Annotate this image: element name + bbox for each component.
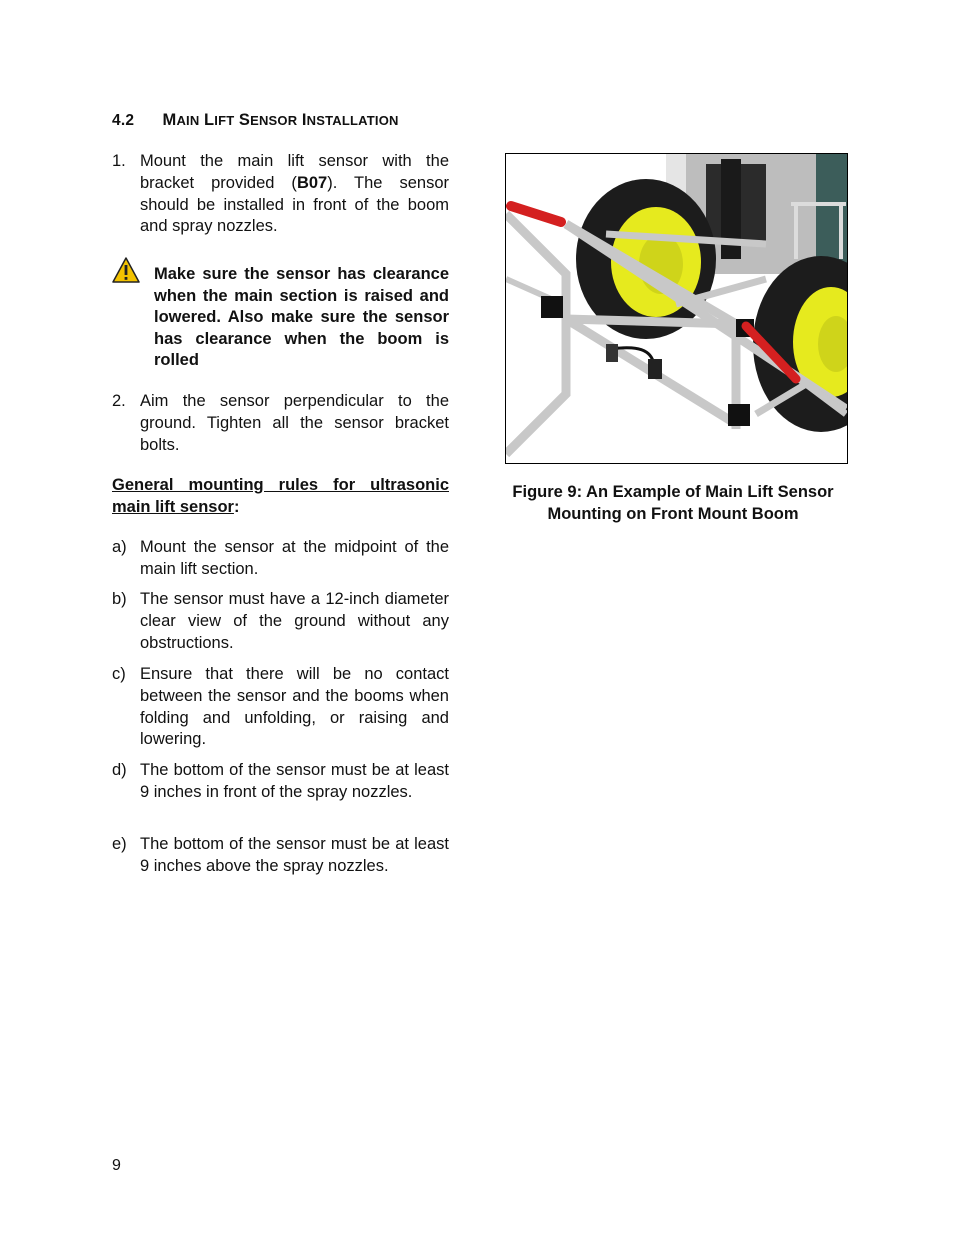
- rule-text: Ensure that there will be no contact between the sensor and the booms when folding and unfolding, or raising and lowering.: [140, 665, 449, 749]
- step-text: Aim the sensor perpendicular to the ground. Tighten all the sensor bracket bolts.: [140, 392, 449, 454]
- rule-item-d: d) The bottom of the sensor must be at least 9 inches in front of the spray nozzles.: [112, 760, 449, 804]
- rule-text: The sensor must have a 12-inch diameter clear view of the ground without any obstructions.: [140, 590, 449, 652]
- page-number: 9: [112, 1157, 121, 1174]
- section-number: 4.2: [112, 112, 135, 129]
- rules-heading: General mounting rules for ultrasonic main lift sensor:: [112, 476, 449, 516]
- rule-item-a: a) Mount the sensor at the midpoint of the main lift section.: [112, 537, 449, 581]
- rule-item-b: b) The sensor must have a 12-inch diameter clear view of the ground without any obstructions.: [112, 589, 449, 654]
- rule-text: The bottom of the sensor must be at least 9 inches in front of the spray nozzles.: [140, 761, 449, 801]
- section-title: MAIN LIFT SENSOR INSTALLATION: [162, 111, 399, 129]
- rule-item-e: e) The bottom of the sensor must be at least 9 inches above the spray nozzles.: [112, 834, 449, 878]
- boom-illustration: [506, 154, 847, 463]
- step-marker: 1.: [112, 152, 126, 170]
- step-1: [112, 151, 449, 238]
- step-text: Mount the main lift sensor with the bracket provided (B07). The sensor should be installed in front of the boom and spray nozzles.: [140, 152, 449, 236]
- rule-item-c: c) Ensure that there will be no contact between the sensor and the booms when folding and unfolding, or raising and lowering.: [112, 664, 449, 751]
- warning-callout: [112, 255, 449, 372]
- rule-text: The bottom of the sensor must be at least 9 inches above the spray nozzles.: [140, 835, 449, 875]
- step-2: [112, 391, 449, 456]
- bracket-code: B07: [296, 173, 328, 192]
- step-marker: 2.: [112, 392, 126, 410]
- figure-caption: Figure 9: An Example of Main Lift Sensor Mounting on Front Mount Boom: [512, 483, 834, 523]
- section-heading: [112, 111, 399, 130]
- warning-text: Make sure the sensor has clearance when the main section is raised and lowered. Also make sure the sensor has clearance when the boom is rolled: [154, 265, 449, 370]
- figure-sensor-mounting: [505, 153, 848, 464]
- warning-triangle-icon: [112, 257, 140, 283]
- rule-text: Mount the sensor at the midpoint of the main lift section.: [140, 538, 449, 578]
